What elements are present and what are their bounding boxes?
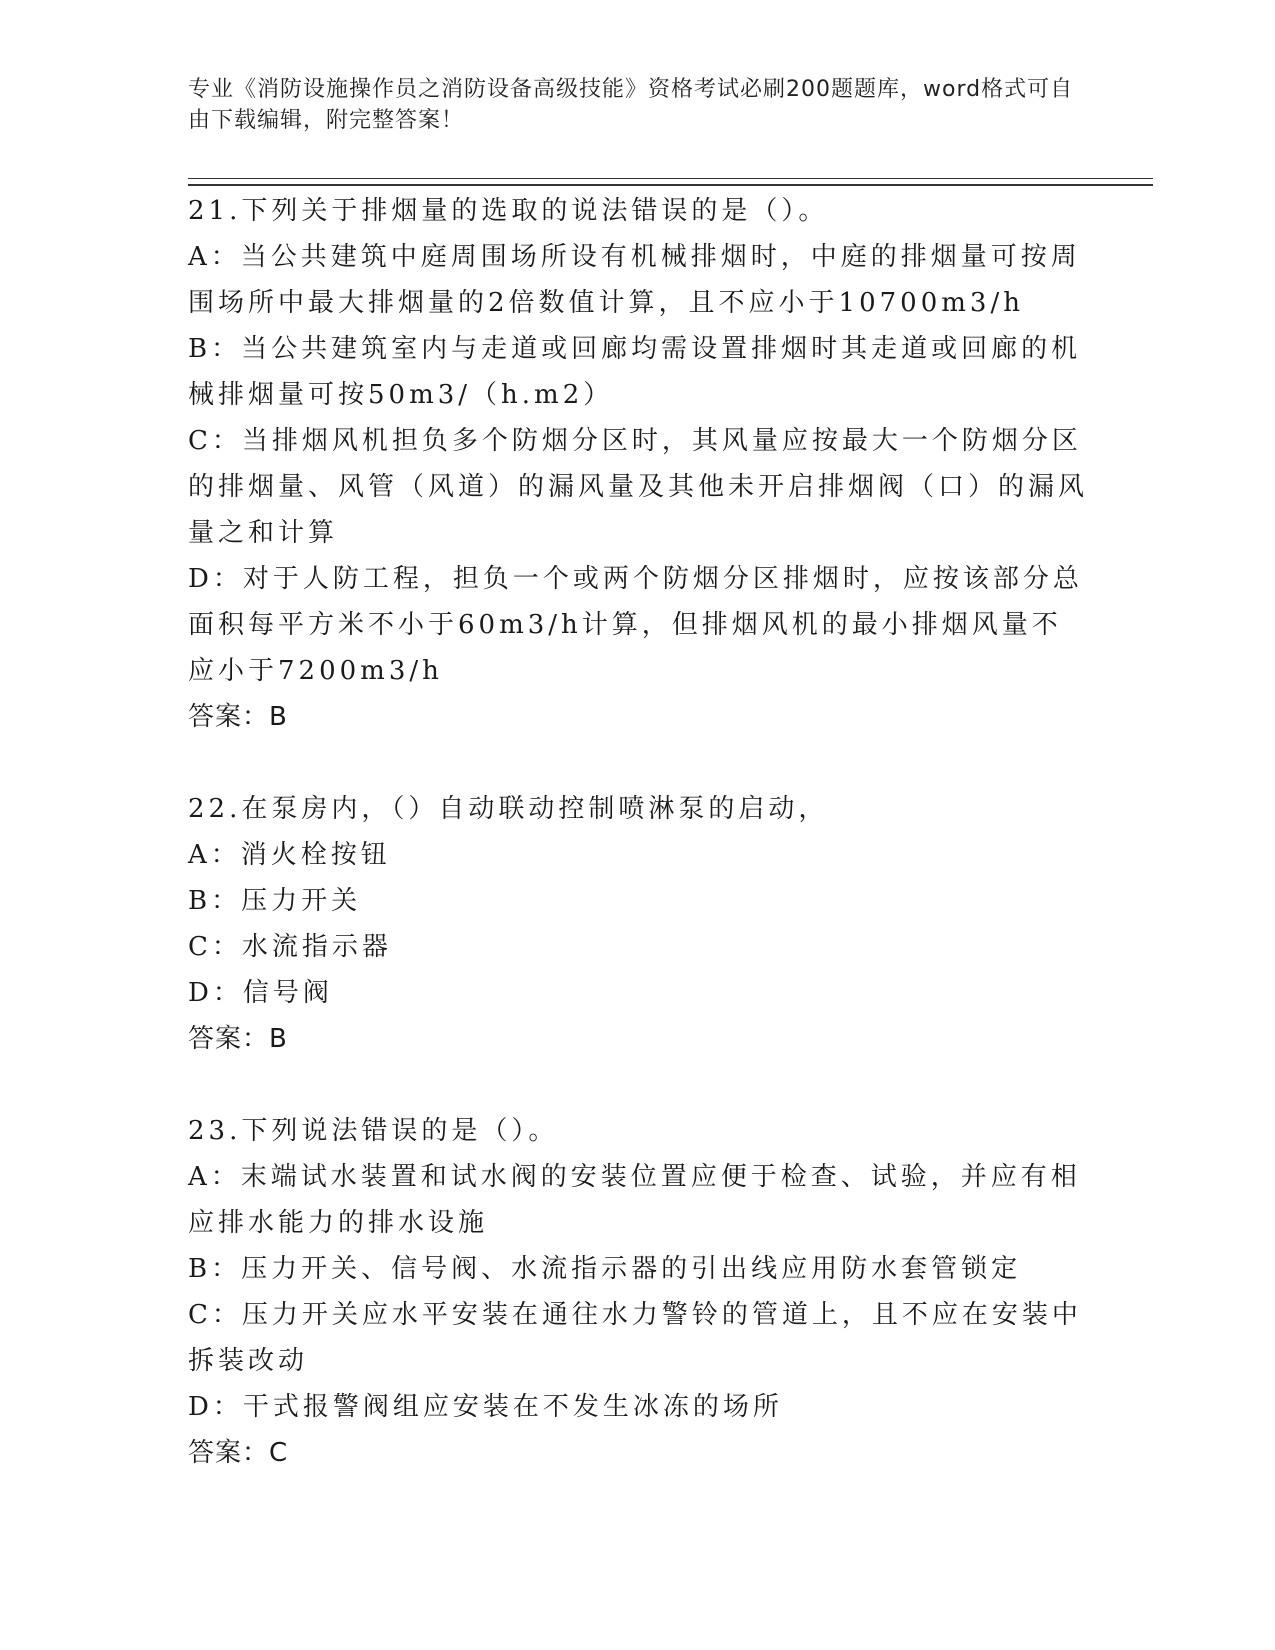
option-c: C：压力开关应水平安装在通往水力警铃的管道上，且不应在安装中拆装改动 xyxy=(188,1300,1082,1376)
answer-label: 答案：C xyxy=(188,1438,289,1468)
answer-label: 答案：B xyxy=(188,702,288,732)
option-d: D：干式报警阀组应安装在不发生冰冻的场所 xyxy=(188,1392,783,1422)
option-a: A：当公共建筑中庭周围场所设有机械排烟时，中庭的排烟量可按周围场所中最大排烟量的2倍数值计算，且不应小于10700m3/h xyxy=(188,242,1081,318)
option-d: D：对于人防工程，担负一个或两个防烟分区排烟时，应按该部分总面积每平方米不小于60m3/h计算，但排烟风机的最小排烟风量不应小于7200m3/h xyxy=(188,564,1083,686)
question-23 xyxy=(188,1108,1088,1476)
document-header: 专业《消防设施操作员之消防设备高级技能》资格考试必刷200题题库，word格式可自由下载编辑，附完整答案！ xyxy=(188,77,1074,133)
question-22 xyxy=(188,786,1088,1062)
option-d: D：信号阀 xyxy=(188,978,333,1008)
question-stem: 23.下列说法错误的是（）。 xyxy=(188,1116,559,1146)
option-b: B：压力开关 xyxy=(188,886,362,916)
answer-label: 答案：B xyxy=(188,1024,288,1054)
option-a: A：消火栓按钮 xyxy=(188,840,391,870)
question-stem: 22.在泵房内，（）自动联动控制喷淋泵的启动， xyxy=(188,794,829,824)
question-list xyxy=(188,188,1088,1522)
question-stem: 21.下列关于排烟量的选取的说法错误的是（）。 xyxy=(188,196,829,226)
option-c: C：当排烟风机担负多个防烟分区时，其风量应按最大一个防烟分区的排烟量、风管（风道）的漏风量及其他未开启排烟阀（口）的漏风量之和计算 xyxy=(188,426,1089,548)
option-c: C：水流指示器 xyxy=(188,932,392,962)
option-b: B：压力开关、信号阀、水流指示器的引出线应用防水套管锁定 xyxy=(188,1254,1022,1284)
option-a: A：末端试水装置和试水阀的安装位置应便于检查、试验，并应有相应排水能力的排水设施 xyxy=(188,1162,1081,1238)
question-21 xyxy=(188,188,1088,740)
header-divider xyxy=(188,178,1153,186)
option-b: B：当公共建筑室内与走道或回廊均需设置排烟时其走道或回廊的机械排烟量可按50m3/（h.m2） xyxy=(188,334,1082,410)
